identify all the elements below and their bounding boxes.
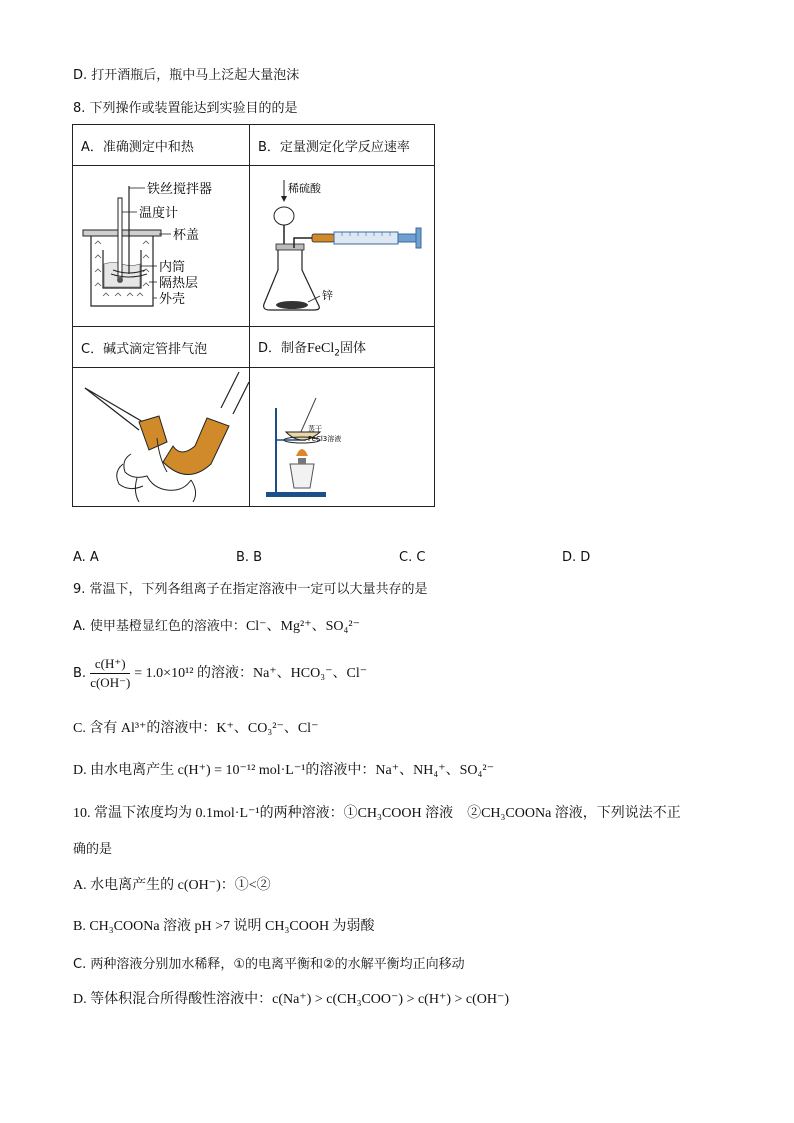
q7-option-d: D. 打开酒瓶后，瓶中马上泛起大量泡沫 — [73, 68, 300, 83]
cell-c-label: C．碱式滴定管排气泡 — [73, 327, 250, 368]
q10-stem-line1: 10. 常温下浓度均为 0.1mol·L⁻¹的两种溶液：①CH₃COOH 溶液 ②CH₃COONa 溶液，下列说法不正 — [73, 806, 681, 821]
q8-choice-d: D. D — [562, 550, 591, 565]
label-inner-cup: 内筒 — [159, 260, 186, 275]
q9-b-numerator: c(H⁺) — [90, 656, 130, 674]
figure-c-burette — [73, 368, 250, 507]
figure-b-gas-apparatus — [250, 166, 435, 327]
q10-option-a: A. 水电离产生的 c(OH⁻)：①<② — [73, 878, 271, 893]
label-shell: 外壳 — [159, 292, 186, 307]
q9-stem: 9. 常温下，下列各组离子在指定溶液中一定可以大量共存的是 — [73, 582, 428, 597]
label-zinc: 锌 — [322, 289, 333, 302]
label-dilute-acid: 稀硫酸 — [288, 182, 321, 195]
cell-d-suffix: 固体 — [339, 341, 366, 356]
q9-b-fraction — [90, 656, 130, 691]
q8-choice-c: C. C — [399, 550, 426, 565]
label-evaporate: 蒸干 — [308, 425, 322, 433]
q9-b-rest: = 1.0×10¹² 的溶液：Na⁺、HCO₃⁻、Cl⁻ — [134, 666, 368, 681]
cell-d-formula: FeCl — [307, 341, 335, 356]
burette-bubble-diagram — [73, 368, 249, 502]
q10-option-d: D. 等体积混合所得酸性溶液中：c(Na⁺) > c(CH₃COO⁻) > c(H⁺) > c(OH⁻) — [73, 992, 510, 1007]
q8-figure-table — [72, 124, 435, 507]
cell-d-label — [250, 327, 435, 368]
q8-choice-b: B. B — [236, 550, 263, 565]
cell-b-label: B．定量测定化学反应速率 — [250, 125, 435, 166]
evaporation-diagram — [250, 368, 434, 502]
cell-d-sub: 2 — [334, 348, 340, 359]
figure-a-calorimeter — [73, 166, 250, 327]
cell-a-label: A．准确测定中和热 — [73, 125, 250, 166]
label-lid: 杯盖 — [173, 228, 200, 243]
q10-option-c: C. 两种溶液分别加水稀释，①的电离平衡和②的水解平衡均正向移动 — [73, 957, 465, 972]
cell-d-prefix: D．制备 — [258, 341, 308, 356]
q8-stem: 8. 下列操作或装置能达到实验目的的是 — [73, 101, 298, 116]
q9-option-c: C. 含有 Al³⁺的溶液中：K⁺、CO₃²⁻、Cl⁻ — [73, 721, 319, 736]
label-thermometer: 温度计 — [139, 206, 179, 221]
figure-d-evaporation — [250, 368, 435, 507]
q8-choices — [73, 550, 633, 565]
q9-option-d: D. 由水电离产生 c(H⁺) = 10⁻¹² mol·L⁻¹的溶液中：Na⁺、NH₄⁺、SO₄²⁻ — [73, 763, 494, 778]
label-stirrer: 铁丝搅拌器 — [147, 182, 213, 197]
q9-b-prefix: B. — [73, 666, 87, 681]
calorimeter-diagram — [73, 166, 249, 322]
q9-a-prefix: A. 使甲基橙显红色的溶液中： — [73, 619, 246, 634]
q9-option-a — [73, 618, 360, 636]
q10-option-b: B. CH₃COONa 溶液 pH >7 说明 CH₃COOH 为弱酸 — [73, 919, 375, 934]
reaction-rate-diagram — [250, 166, 434, 322]
q10-stem-line2: 确的是 — [73, 842, 113, 857]
q9-a-ions: Cl⁻、Mg²⁺、SO₄²⁻ — [245, 619, 360, 634]
label-fecl3-solution: FeCl3溶液 — [308, 435, 342, 443]
q9-option-b — [73, 654, 367, 694]
q8-choice-a: A. A — [73, 550, 99, 565]
label-insulation: 隔热层 — [159, 276, 199, 291]
q9-b-denominator: c(OH⁻) — [90, 675, 131, 690]
